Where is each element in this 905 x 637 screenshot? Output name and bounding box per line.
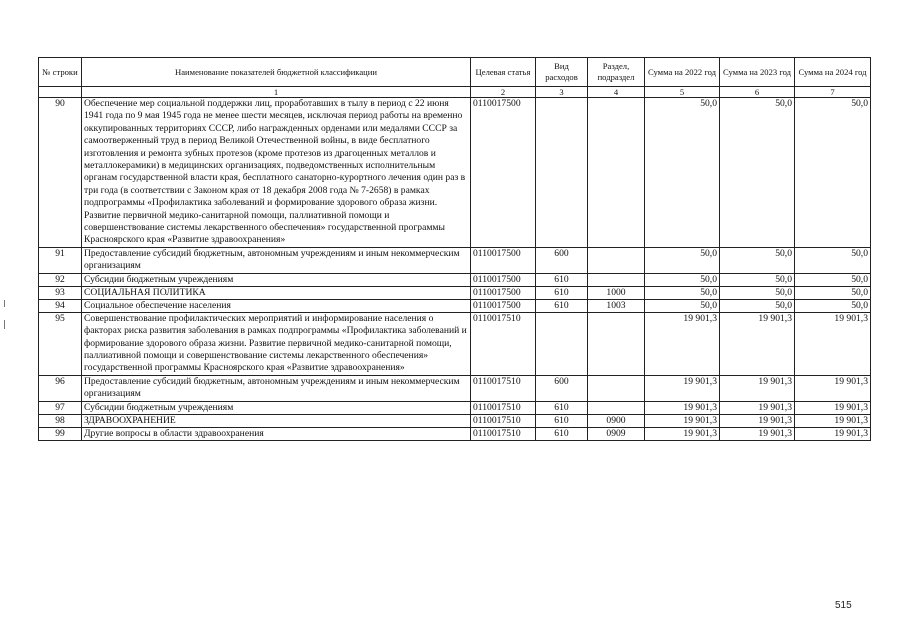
row-sum-2022: 50,0 xyxy=(645,247,720,273)
row-sum-2024: 19 901,3 xyxy=(795,312,871,375)
col-number: 1 xyxy=(82,87,471,98)
header-row xyxy=(39,58,871,87)
row-sum-2023: 19 901,3 xyxy=(720,401,795,414)
col-number: 5 xyxy=(645,87,720,98)
row-target: 0110017500 xyxy=(471,273,536,286)
row-name: СОЦИАЛЬНАЯ ПОЛИТИКА xyxy=(82,286,471,299)
col-header-name: Наименование показателей бюджетной классификации xyxy=(82,58,471,87)
row-target: 0110017500 xyxy=(471,98,536,248)
row-number: 90 xyxy=(39,98,82,248)
row-vid xyxy=(536,312,588,375)
col-header-sum-2022: Сумма на 2022 год xyxy=(645,58,720,87)
row-target: 0110017510 xyxy=(471,401,536,414)
row-sum-2024: 19 901,3 xyxy=(795,427,871,440)
table-row xyxy=(39,286,871,299)
row-sum-2024: 50,0 xyxy=(795,98,871,248)
table-row xyxy=(39,299,871,312)
row-razdel: 0909 xyxy=(588,427,645,440)
row-sum-2024: 50,0 xyxy=(795,286,871,299)
col-number xyxy=(39,87,82,98)
page-number: 515 xyxy=(835,600,852,611)
budget-table xyxy=(38,57,871,441)
row-sum-2023: 50,0 xyxy=(720,273,795,286)
row-name: Предоставление субсидий бюджетным, автономным учреждениям и иным некоммерческим организациям xyxy=(82,247,471,273)
col-number: 6 xyxy=(720,87,795,98)
row-target: 0110017500 xyxy=(471,286,536,299)
table-row xyxy=(39,427,871,440)
row-name: Другие вопросы в области здравоохранения xyxy=(82,427,471,440)
row-vid: 610 xyxy=(536,414,588,427)
row-razdel: 1003 xyxy=(588,299,645,312)
scan-artifact xyxy=(4,320,5,329)
row-vid: 600 xyxy=(536,375,588,401)
row-razdel: 0900 xyxy=(588,414,645,427)
row-name: Предоставление субсидий бюджетным, автономным учреждениям и иным некоммерческим организациям xyxy=(82,375,471,401)
table-row xyxy=(39,375,871,401)
col-number: 7 xyxy=(795,87,871,98)
row-sum-2022: 19 901,3 xyxy=(645,312,720,375)
row-sum-2024: 19 901,3 xyxy=(795,414,871,427)
row-sum-2024: 50,0 xyxy=(795,299,871,312)
row-target: 0110017510 xyxy=(471,427,536,440)
row-sum-2024: 50,0 xyxy=(795,247,871,273)
table-row xyxy=(39,414,871,427)
row-target: 0110017510 xyxy=(471,312,536,375)
row-sum-2022: 50,0 xyxy=(645,98,720,248)
row-razdel xyxy=(588,247,645,273)
row-razdel xyxy=(588,98,645,248)
row-sum-2022: 19 901,3 xyxy=(645,401,720,414)
col-number: 2 xyxy=(471,87,536,98)
row-sum-2023: 19 901,3 xyxy=(720,414,795,427)
col-header-vid: Вид расходов xyxy=(536,58,588,87)
row-sum-2023: 50,0 xyxy=(720,98,795,248)
row-target: 0110017500 xyxy=(471,299,536,312)
row-sum-2023: 19 901,3 xyxy=(720,375,795,401)
table-row xyxy=(39,98,871,248)
row-sum-2024: 19 901,3 xyxy=(795,401,871,414)
row-number: 94 xyxy=(39,299,82,312)
table-row xyxy=(39,247,871,273)
row-razdel xyxy=(588,375,645,401)
row-name: Субсидии бюджетным учреждениям xyxy=(82,273,471,286)
row-number: 96 xyxy=(39,375,82,401)
row-razdel: 1000 xyxy=(588,286,645,299)
row-sum-2022: 19 901,3 xyxy=(645,375,720,401)
col-number: 3 xyxy=(536,87,588,98)
table-row xyxy=(39,273,871,286)
row-number: 95 xyxy=(39,312,82,375)
row-vid xyxy=(536,98,588,248)
row-sum-2023: 50,0 xyxy=(720,247,795,273)
row-razdel xyxy=(588,312,645,375)
col-header-target: Целевая статья xyxy=(471,58,536,87)
row-sum-2022: 50,0 xyxy=(645,299,720,312)
row-name: Совершенствование профилактических мероприятий и информирование населения о факторах риска развития заболевания в рамках подпрограммы «Профилактика заболеваний и формирование здорового образа жизни. Развитие первичной медико-санитарной помощи, паллиативной помощи и совершенствование системы лекарственного обеспечения» государственной программы Красноярского края «Развитие здравоохранения» xyxy=(82,312,471,375)
row-vid: 610 xyxy=(536,427,588,440)
row-vid: 610 xyxy=(536,401,588,414)
row-number: 92 xyxy=(39,273,82,286)
row-sum-2022: 19 901,3 xyxy=(645,414,720,427)
row-sum-2022: 50,0 xyxy=(645,273,720,286)
table-row xyxy=(39,312,871,375)
col-number: 4 xyxy=(588,87,645,98)
col-header-row-number: № строки xyxy=(39,58,82,87)
column-number-row xyxy=(39,87,871,98)
scan-artifact xyxy=(4,300,5,307)
row-sum-2023: 50,0 xyxy=(720,299,795,312)
row-sum-2022: 19 901,3 xyxy=(645,427,720,440)
row-name: Обеспечение мер социальной поддержки лиц, проработавших в тылу в период с 22 июня 1941 года по 9 мая 1945 года не менее шести месяцев, исключая период работы на временно оккупированных территориях СССР, либо награжденных орденами или медалями СССР за самоотверженный труд в период Великой Отечественной войны, в виде бесплатного изготовления и ремонта зубных протезов (кроме протезов из драгоценных металлов и металлокерамики) в медицинских организациях, подведомственных исполнительным органам государственной власти края, бесплатного санаторно-курортного лечения один раз в три года (в соответствии с Законом края от 18 декабря 2008 года № 7-2658) в рамках подпрограммы «Профилактика заболеваний и формирование здорового образа жизни. Развитие первичной медико-санитарной помощи, паллиативной помощи и совершенствование системы лекарственного обеспечения» государственной программы Красноярского края «Развитие здравоохранения» xyxy=(82,98,471,248)
row-number: 91 xyxy=(39,247,82,273)
row-sum-2023: 19 901,3 xyxy=(720,312,795,375)
row-number: 99 xyxy=(39,427,82,440)
row-name: Субсидии бюджетным учреждениям xyxy=(82,401,471,414)
col-header-sum-2024: Сумма на 2024 год xyxy=(795,58,871,87)
row-vid: 610 xyxy=(536,299,588,312)
row-razdel xyxy=(588,401,645,414)
row-number: 93 xyxy=(39,286,82,299)
row-target: 0110017510 xyxy=(471,375,536,401)
col-header-razdel: Раздел, подраздел xyxy=(588,58,645,87)
table-row xyxy=(39,401,871,414)
row-sum-2023: 19 901,3 xyxy=(720,427,795,440)
row-sum-2022: 50,0 xyxy=(645,286,720,299)
row-razdel xyxy=(588,273,645,286)
row-vid: 610 xyxy=(536,273,588,286)
row-name: ЗДРАВООХРАНЕНИЕ xyxy=(82,414,471,427)
row-number: 97 xyxy=(39,401,82,414)
row-vid: 600 xyxy=(536,247,588,273)
row-target: 0110017510 xyxy=(471,414,536,427)
row-name: Социальное обеспечение населения xyxy=(82,299,471,312)
row-sum-2024: 19 901,3 xyxy=(795,375,871,401)
row-sum-2024: 50,0 xyxy=(795,273,871,286)
row-target: 0110017500 xyxy=(471,247,536,273)
row-number: 98 xyxy=(39,414,82,427)
row-vid: 610 xyxy=(536,286,588,299)
row-sum-2023: 50,0 xyxy=(720,286,795,299)
col-header-sum-2023: Сумма на 2023 год xyxy=(720,58,795,87)
